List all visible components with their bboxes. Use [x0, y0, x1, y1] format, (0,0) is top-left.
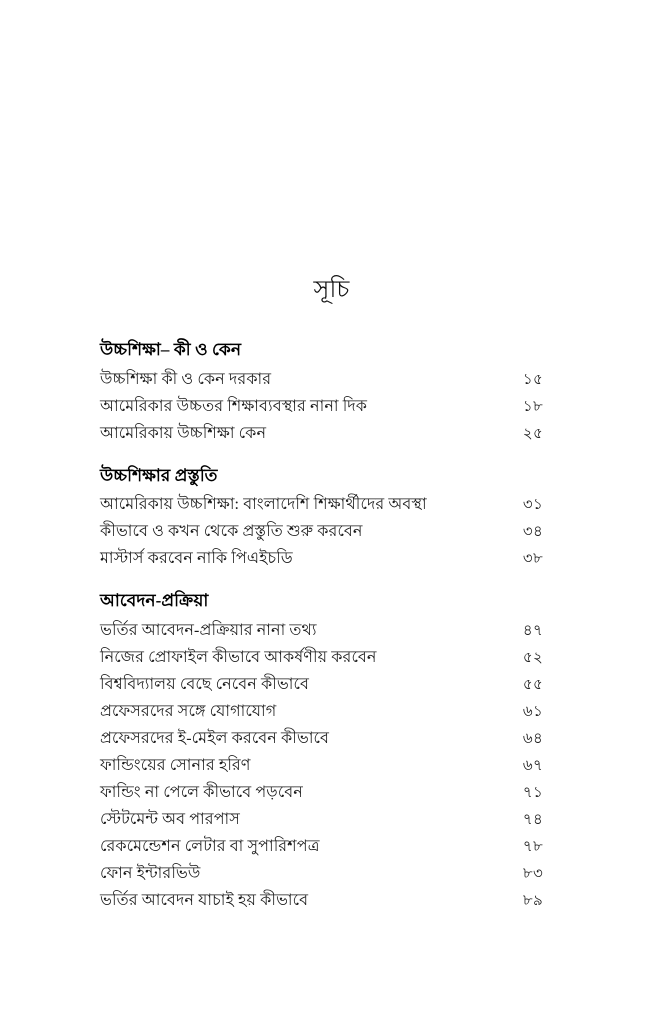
table-of-contents — [100, 338, 543, 914]
toc-entry[interactable] — [100, 779, 543, 806]
toc-section — [100, 338, 543, 447]
toc-entry-page-number: ১৫ — [522, 371, 543, 388]
toc-entry-page-number: ৮৩ — [522, 865, 543, 882]
toc-entry-title: নিজের প্রোফাইল কীভাবে আকর্ষণীয় করবেন — [100, 648, 377, 666]
toc-entry[interactable] — [100, 644, 543, 671]
toc-entry-title: উচ্চশিক্ষা কী ও কেন দরকার — [100, 370, 272, 388]
toc-entry-page-number: ৭৮ — [522, 838, 543, 855]
toc-entry-title: প্রফেসরদের ই-মেইল করবেন কীভাবে — [100, 729, 329, 747]
toc-entry-page-number: ১৮ — [522, 398, 543, 415]
toc-entry-page-number: ৪৭ — [522, 622, 543, 639]
toc-entry-page-number: ৩৪ — [522, 524, 543, 541]
toc-entry-page-number: ৩৮ — [522, 551, 543, 568]
toc-entry-page-number: ৭৪ — [522, 811, 543, 828]
toc-section — [100, 464, 543, 573]
toc-entry-page-number: ৩১ — [522, 497, 543, 514]
toc-entry-title: বিশ্ববিদ্যালয় বেছে নেবেন কীভাবে — [100, 675, 309, 693]
toc-entry[interactable] — [100, 366, 543, 393]
toc-entry-page-number: ৬৭ — [522, 757, 543, 774]
toc-section-heading: উচ্চশিক্ষা– কী ও কেন — [100, 340, 242, 359]
toc-entry[interactable] — [100, 833, 543, 860]
toc-entry-title: ফোন ইন্টারভিউ — [100, 864, 201, 882]
toc-section — [100, 589, 543, 914]
toc-entry-title: কীভাবে ও কখন থেকে প্রস্তুতি শুরু করবেন — [100, 523, 363, 541]
toc-entry-page-number: ২৫ — [522, 425, 543, 442]
toc-entry[interactable] — [100, 518, 543, 545]
toc-entry[interactable] — [100, 491, 543, 518]
toc-entry[interactable] — [100, 860, 543, 887]
toc-entry-page-number: ৫৫ — [522, 676, 543, 693]
toc-entry-page-number: ৫২ — [522, 649, 543, 666]
toc-entry[interactable] — [100, 806, 543, 833]
toc-entry-title: প্রফেসরদের সঙ্গে যোগাযোগ — [100, 702, 277, 720]
toc-entry-page-number: ৬৪ — [522, 730, 543, 747]
toc-entry-title: আমেরিকায় উচ্চশিক্ষা কেন — [100, 424, 267, 442]
toc-entry[interactable] — [100, 393, 543, 420]
toc-entry-page-number: ৭১ — [522, 784, 543, 801]
toc-entry-title: আমেরিকায় উচ্চশিক্ষা: বাংলাদেশি শিক্ষার্থীদের অবস্থা — [100, 496, 427, 514]
toc-entry[interactable] — [100, 698, 543, 725]
toc-entry[interactable] — [100, 725, 543, 752]
toc-entry-title: ফান্ডিং না পেলে কীভাবে পড়বেন — [100, 783, 303, 801]
toc-entry-title: ফান্ডিংয়ের সোনার হরিণ — [100, 756, 251, 774]
toc-entry-title: স্টেটমেন্ট অব পারপাস — [100, 810, 240, 828]
toc-entry-page-number: ৬১ — [522, 703, 543, 720]
toc-entry-title: ভর্তির আবেদন-প্রক্রিয়ার নানা তথ্য — [100, 621, 317, 639]
toc-section-heading: উচ্চশিক্ষার প্রস্তুতি — [100, 465, 218, 485]
toc-entry[interactable] — [100, 671, 543, 698]
toc-entry-title: আমেরিকার উচ্চতর শিক্ষাব্যবস্থার নানা দিক — [100, 397, 368, 415]
toc-entry-title: মাস্টার্স করবেন নাকি পিএইচডি — [100, 550, 293, 568]
toc-entry[interactable] — [100, 545, 543, 572]
toc-section-heading: আবেদন-প্রক্রিয়া — [100, 591, 209, 611]
toc-entry-page-number: ৮৯ — [522, 892, 543, 909]
toc-entry[interactable] — [100, 617, 543, 644]
toc-entry[interactable] — [100, 420, 543, 447]
toc-entry-title: রেকমেন্ডেশন লেটার বা সুপারিশপত্র — [100, 837, 320, 855]
toc-entry[interactable] — [100, 887, 543, 914]
toc-entry[interactable] — [100, 752, 543, 779]
toc-entry-title: ভর্তির আবেদন যাচাই হয় কীভাবে — [100, 891, 309, 909]
page-title: সূচি — [313, 277, 350, 303]
